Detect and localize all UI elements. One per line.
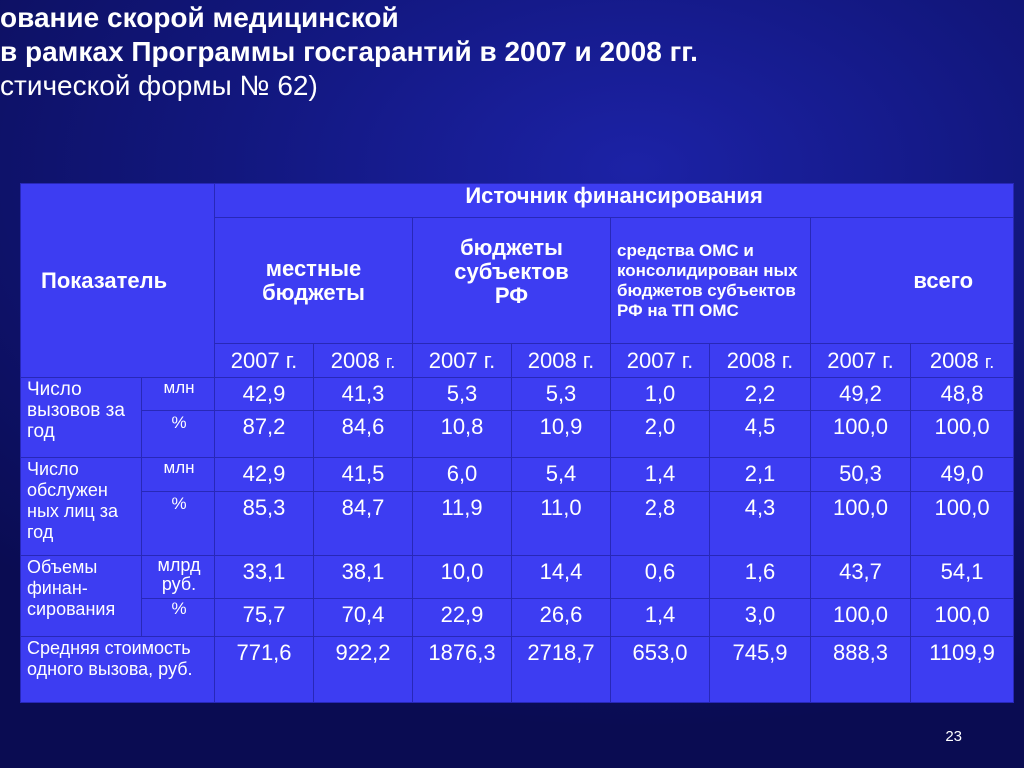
table-cell: 4,5 [710, 411, 811, 458]
indicator-header: Показатель [21, 184, 215, 378]
table-cell: 42,9 [215, 378, 314, 411]
slide-title-line-3: стической формы № 62) [0, 70, 318, 101]
table-cell: 50,3 [811, 458, 911, 492]
table-cell: 33,1 [215, 556, 314, 599]
table-cell: 2718,7 [512, 637, 611, 703]
table-cell: 70,4 [314, 599, 413, 637]
group-local-budgets: местные бюджеты [215, 218, 413, 344]
table-cell: 1876,3 [413, 637, 512, 703]
year-total-2007: 2007 г. [811, 344, 911, 378]
year-subjects-2008: 2008 г. [512, 344, 611, 378]
table-cell: 22,9 [413, 599, 512, 637]
table-row [21, 378, 1014, 411]
year-oms-2007: 2007 г. [611, 344, 710, 378]
row-unit: % [142, 411, 215, 458]
table-cell: 84,7 [314, 492, 413, 556]
table-row [21, 411, 1014, 458]
table-row [21, 637, 1014, 703]
table-row [21, 599, 1014, 637]
table-cell: 1,6 [710, 556, 811, 599]
table-cell: 43,7 [811, 556, 911, 599]
table-cell: 14,4 [512, 556, 611, 599]
table-cell: 5,3 [413, 378, 512, 411]
row-unit: млрд руб. [142, 556, 215, 599]
table-cell: 38,1 [314, 556, 413, 599]
table-cell: 100,0 [911, 599, 1014, 637]
table-cell: 85,3 [215, 492, 314, 556]
row-label: Число вызовов за год [21, 378, 142, 458]
table-cell: 10,9 [512, 411, 611, 458]
group-total: всего [811, 218, 1014, 344]
year-oms-2008: 2008 г. [710, 344, 811, 378]
table-cell: 42,9 [215, 458, 314, 492]
table-cell: 100,0 [811, 411, 911, 458]
table-cell: 100,0 [811, 599, 911, 637]
row-unit: % [142, 492, 215, 556]
table-cell: 41,5 [314, 458, 413, 492]
table-cell: 87,2 [215, 411, 314, 458]
row-label: Число обслужен ных лиц за год [21, 458, 142, 556]
table-cell: 771,6 [215, 637, 314, 703]
table-cell: 26,6 [512, 599, 611, 637]
table-cell: 49,0 [911, 458, 1014, 492]
table-cell: 2,0 [611, 411, 710, 458]
table-cell: 888,3 [811, 637, 911, 703]
table-row [21, 492, 1014, 556]
group-oms-funds: средства ОМС и консолидирован ных бюджетов субъектов РФ на ТП ОМС [611, 218, 811, 344]
table-cell: 100,0 [811, 492, 911, 556]
table-cell: 5,4 [512, 458, 611, 492]
table-cell: 6,0 [413, 458, 512, 492]
table-cell: 2,2 [710, 378, 811, 411]
table-cell: 75,7 [215, 599, 314, 637]
table-cell: 745,9 [710, 637, 811, 703]
table-cell: 1,4 [611, 458, 710, 492]
row-label: Объемы финан- сирования [21, 556, 142, 637]
slide-title-line-2: в рамках Программы госгарантий в 2007 и 2008 гг. [0, 36, 698, 67]
table-cell: 11,0 [512, 492, 611, 556]
slide-title-line-1: ование скорой медицинской [0, 2, 399, 33]
table-row [21, 556, 1014, 599]
row-unit: млн [142, 378, 215, 411]
table-cell: 0,6 [611, 556, 710, 599]
table-cell: 84,6 [314, 411, 413, 458]
row-label: Средняя стоимость одного вызова, руб. [21, 637, 215, 703]
group-subject-budgets: бюджеты субъектов РФ [413, 218, 611, 344]
table-cell: 1,0 [611, 378, 710, 411]
table-cell: 2,8 [611, 492, 710, 556]
table-cell: 4,3 [710, 492, 811, 556]
table-cell: 100,0 [911, 411, 1014, 458]
row-unit: % [142, 599, 215, 637]
slide-number: 23 [945, 728, 962, 745]
table-cell: 5,3 [512, 378, 611, 411]
year-local-2008: 2008 г. [314, 344, 413, 378]
financing-table [20, 183, 1014, 703]
source-header: Источник финансирования [215, 184, 1014, 218]
table-row [21, 458, 1014, 492]
table-cell: 3,0 [710, 599, 811, 637]
table-cell: 922,2 [314, 637, 413, 703]
table-cell: 10,0 [413, 556, 512, 599]
table-cell: 11,9 [413, 492, 512, 556]
table-cell: 2,1 [710, 458, 811, 492]
table-cell: 49,2 [811, 378, 911, 411]
table-cell: 653,0 [611, 637, 710, 703]
table-cell: 48,8 [911, 378, 1014, 411]
table-cell: 41,3 [314, 378, 413, 411]
table-cell: 10,8 [413, 411, 512, 458]
table-cell: 54,1 [911, 556, 1014, 599]
table-cell: 1,4 [611, 599, 710, 637]
table-cell: 100,0 [911, 492, 1014, 556]
year-total-2008: 2008 г. [911, 344, 1014, 378]
year-local-2007: 2007 г. [215, 344, 314, 378]
row-unit: млн [142, 458, 215, 492]
year-subjects-2007: 2007 г. [413, 344, 512, 378]
table-cell: 1109,9 [911, 637, 1014, 703]
